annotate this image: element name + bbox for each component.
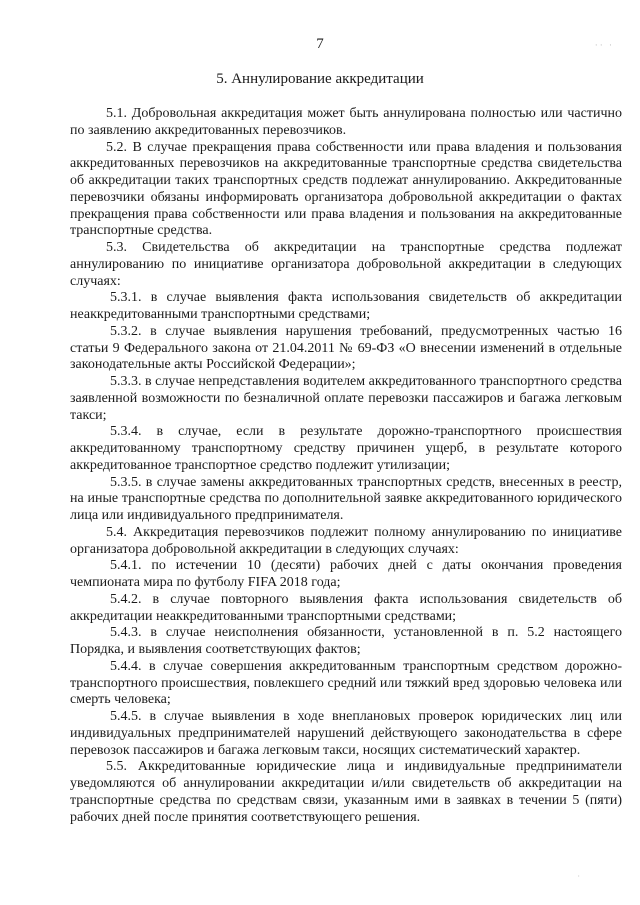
paragraph-5-3-5: 5.3.5. в случае замены аккредитованных транспортных средств, внесенных в реестр, на иные транспортные средства по дополнительной заявке аккредитованного юридического лица или индивидуального предпринимателя.: [70, 474, 622, 523]
paragraph-5-3-2: 5.3.2. в случае выявления нарушения требований, предусмотренных частью 16 статьи 9 Федерального закона от 21.04.2011 № 69-ФЗ «О внесении изменений в отдельные законодательные акты Российской Федерации»;: [70, 323, 622, 373]
paragraph-5-3: 5.3. Свидетельства об аккредитации на транспортные средства подлежат аннулированию по инициативе организатора добровольной аккредитации в следующих случаях:: [70, 240, 622, 289]
section-title: 5. Аннулирование аккредитации: [216, 71, 424, 87]
scan-artifact: ·· ·: [594, 40, 614, 50]
paragraph-5-5: 5.5. Аккредитованные юридические лица и индивидуальные предприниматели уведомляются об аннулировании аккредитации и/или свидетельств об аккредитации на транспортные средства по средствам связи, указанным ими в заявках в течении 5 (пяти) рабочих дней после принятия соответствующего решения.: [70, 759, 622, 825]
paragraph-5-3-3: 5.3.3. в случае непредставления водителем аккредитованного транспортного средства заявленной возможности по безналичной оплате перевозки пассажиров и багажа легковым такси;: [70, 374, 622, 423]
paragraph-5-4-2: 5.4.2. в случае повторного выявления факта использования свидетельств об аккредитации неаккредитованными транспортными средствами;: [70, 591, 622, 624]
paragraph-5-2: 5.2. В случае прекращения права собственности или права владения и пользования аккредитованных перевозчиков на аккредитованные транспортные средства свидетельства об аккредитации таких транспортных средств подлежат аннулированию. Аккредитованные перевозчики обязаны информировать организатора добровольной аккредитации о фактах прекращения права собственности или права владения и пользования на аккредитованные транспортные средства.: [70, 139, 622, 239]
page-number: 7: [316, 36, 324, 52]
paragraph-5-3-4: 5.3.4. в случае, если в результате дорожно-транспортного происшествия аккредитованному транспортному средству причинен ущерб, в результате которого аккредитованное транспортное средство подлежит утилизации;: [70, 424, 622, 473]
document-body: [70, 106, 622, 826]
paragraph-5-4-1: 5.4.1. по истечении 10 (десяти) рабочих дней с даты окончания проведения чемпионата мира по футболу FIFA 2018 года;: [70, 558, 622, 590]
paragraph-5-4: 5.4. Аккредитация перевозчиков подлежит полному аннулированию по инициативе организатора добровольной аккредитации в следующих случаях:: [70, 524, 622, 557]
scan-artifact: ·: [577, 872, 580, 881]
paragraph-5-4-5: 5.4.5. в случае выявления в ходе внеплановых проверок юридических лиц или индивидуальных предпринимателей нарушений действующего законодательства в сфере перевозок пассажиров и багажа легковым такси, носящих систематический характер.: [70, 709, 622, 758]
paragraph-5-4-4: 5.4.4. в случае совершения аккредитованным транспортным средством дорожно-транспортного происшествия, повлекшего средний или тяжкий вред здоровью человека или смерть человека;: [70, 658, 622, 708]
paragraph-5-1: 5.1. Добровольная аккредитация может быть аннулирована полностью или частично по заявлению аккредитованных перевозчиков.: [70, 106, 622, 138]
paragraph-5-3-1: 5.3.1. в случае выявления факта использования свидетельств об аккредитации неаккредитованными транспортными средствами;: [70, 290, 622, 322]
paragraph-5-4-3: 5.4.3. в случае неисполнения обязанности, установленной в п. 5.2 настоящего Порядка, и выявления соответствующих фактов;: [70, 625, 622, 657]
